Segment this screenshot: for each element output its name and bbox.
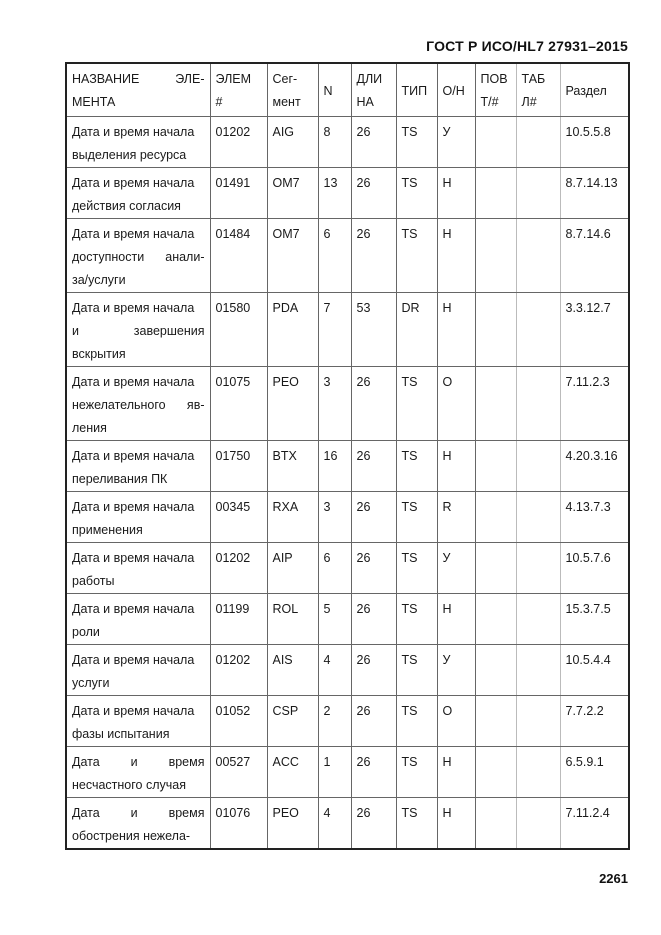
cell-seg: AIG	[267, 116, 318, 167]
cell-opt: Н	[437, 797, 475, 849]
cell-elem: 00527	[210, 746, 267, 797]
cell-n: 7	[318, 292, 351, 366]
cell-section: 8.7.14.6	[560, 218, 629, 292]
cell-name	[66, 440, 210, 491]
element-name-line: Дата и время начала	[72, 703, 195, 718]
cell-opt: У	[437, 644, 475, 695]
cell-len: 26	[351, 542, 396, 593]
column-header-label: Л#	[521, 95, 537, 109]
cell-seg: BTX	[267, 440, 318, 491]
column-header-label: Раздел	[565, 84, 607, 99]
table-row	[66, 292, 629, 366]
cell-tbl	[516, 542, 560, 593]
cell-n: 3	[318, 491, 351, 542]
cell-rep	[475, 746, 516, 797]
cell-type: TS	[396, 797, 437, 849]
cell-rep	[475, 167, 516, 218]
cell-section: 10.5.4.4	[560, 644, 629, 695]
cell-section: 8.7.14.13	[560, 167, 629, 218]
cell-elem: 01202	[210, 644, 267, 695]
cell-n: 5	[318, 593, 351, 644]
cell-seg: OM7	[267, 218, 318, 292]
cell-rep	[475, 292, 516, 366]
cell-n: 16	[318, 440, 351, 491]
cell-type: TS	[396, 218, 437, 292]
table-row	[66, 746, 629, 797]
column-header-label: N	[323, 84, 333, 99]
column-header-label: НАЗВАНИЕ ЭЛЕ-	[72, 72, 205, 86]
element-name-line: ления	[72, 420, 107, 435]
cell-section: 4.13.7.3	[560, 491, 629, 542]
cell-tbl	[516, 593, 560, 644]
element-name-line: несчастного случая	[72, 777, 186, 792]
cell-type: TS	[396, 593, 437, 644]
cell-opt: Н	[437, 440, 475, 491]
cell-rep	[475, 797, 516, 849]
cell-elem: 01484	[210, 218, 267, 292]
element-name-line: Дата и время начала	[72, 374, 195, 389]
cell-len: 53	[351, 292, 396, 366]
element-name-line: услуги	[72, 675, 110, 690]
column-header-section	[560, 63, 629, 116]
element-name-line: Дата и время начала	[72, 300, 195, 315]
cell-seg: PDA	[267, 292, 318, 366]
cell-seg: AIS	[267, 644, 318, 695]
column-header-rep	[475, 63, 516, 116]
table-row	[66, 366, 629, 440]
column-header-len	[351, 63, 396, 116]
element-name-line: Дата и время начала	[72, 550, 195, 565]
column-header-type	[396, 63, 437, 116]
cell-section: 7.11.2.4	[560, 797, 629, 849]
element-name-line: Дата и время начала	[72, 175, 195, 190]
cell-len: 26	[351, 366, 396, 440]
column-header-n	[318, 63, 351, 116]
document-header: ГОСТ Р ИСО/HL7 27931–2015	[426, 38, 628, 54]
cell-rep	[475, 644, 516, 695]
cell-rep	[475, 366, 516, 440]
column-header-label: ЭЛЕМ	[215, 72, 252, 86]
cell-type: TS	[396, 366, 437, 440]
column-header-label: #	[215, 95, 223, 109]
cell-tbl	[516, 167, 560, 218]
cell-seg: PEO	[267, 797, 318, 849]
element-name-line: Дата и время	[72, 805, 205, 820]
cell-elem: 00345	[210, 491, 267, 542]
cell-rep	[475, 542, 516, 593]
cell-rep	[475, 593, 516, 644]
table-row	[66, 491, 629, 542]
cell-type: TS	[396, 167, 437, 218]
cell-name	[66, 542, 210, 593]
cell-tbl	[516, 644, 560, 695]
table-row	[66, 797, 629, 849]
cell-elem: 01750	[210, 440, 267, 491]
cell-opt: О	[437, 695, 475, 746]
element-name-line: выделения ресурса	[72, 147, 187, 162]
table-row	[66, 167, 629, 218]
cell-type: TS	[396, 644, 437, 695]
cell-type: TS	[396, 116, 437, 167]
column-header-label: Сег-	[272, 72, 298, 86]
cell-opt: R	[437, 491, 475, 542]
cell-n: 3	[318, 366, 351, 440]
cell-section: 7.11.2.3	[560, 366, 629, 440]
cell-seg: AIP	[267, 542, 318, 593]
element-name-line: роли	[72, 624, 100, 639]
column-header-label: МЕНТА	[72, 95, 116, 109]
table-row	[66, 440, 629, 491]
cell-name	[66, 746, 210, 797]
cell-opt: О	[437, 366, 475, 440]
element-name-line: Дата и время	[72, 754, 205, 769]
cell-type: TS	[396, 491, 437, 542]
data-elements-table	[65, 62, 630, 850]
table-row	[66, 695, 629, 746]
cell-n: 4	[318, 644, 351, 695]
element-name-line: обострения нежела-	[72, 828, 191, 843]
cell-n: 2	[318, 695, 351, 746]
cell-len: 26	[351, 695, 396, 746]
cell-elem: 01202	[210, 542, 267, 593]
cell-seg: RXA	[267, 491, 318, 542]
cell-seg: PEO	[267, 366, 318, 440]
cell-elem: 01491	[210, 167, 267, 218]
cell-section: 10.5.7.6	[560, 542, 629, 593]
column-header-label: ДЛИ	[356, 72, 383, 86]
cell-section: 10.5.5.8	[560, 116, 629, 167]
column-header-label: ТИП	[401, 84, 428, 99]
cell-seg: ROL	[267, 593, 318, 644]
element-name-line: действия согласия	[72, 198, 181, 213]
cell-seg: OM7	[267, 167, 318, 218]
column-header-label: НА	[356, 95, 374, 109]
cell-len: 26	[351, 593, 396, 644]
cell-name	[66, 797, 210, 849]
cell-len: 26	[351, 440, 396, 491]
column-header-label: ТАБ	[521, 72, 546, 86]
cell-opt: У	[437, 542, 475, 593]
cell-type: TS	[396, 746, 437, 797]
cell-name	[66, 491, 210, 542]
cell-section: 6.5.9.1	[560, 746, 629, 797]
cell-section: 4.20.3.16	[560, 440, 629, 491]
table-row	[66, 218, 629, 292]
column-header-tbl	[516, 63, 560, 116]
cell-rep	[475, 440, 516, 491]
column-header-label: О/Н	[442, 84, 465, 99]
cell-name	[66, 366, 210, 440]
element-name-line: работы	[72, 573, 115, 588]
element-name-line: доступности анали-	[72, 249, 205, 264]
cell-type: DR	[396, 292, 437, 366]
cell-seg: ACC	[267, 746, 318, 797]
cell-name	[66, 292, 210, 366]
cell-elem: 01202	[210, 116, 267, 167]
cell-type: TS	[396, 695, 437, 746]
cell-tbl	[516, 292, 560, 366]
cell-elem: 01052	[210, 695, 267, 746]
cell-name	[66, 644, 210, 695]
column-header-name	[66, 63, 210, 116]
cell-tbl	[516, 366, 560, 440]
cell-opt: Н	[437, 292, 475, 366]
element-name-line: переливания ПК	[72, 471, 168, 486]
element-name-line: вскрытия	[72, 346, 126, 361]
cell-tbl	[516, 440, 560, 491]
column-header-elem	[210, 63, 267, 116]
element-name-line: и завершения	[72, 323, 205, 338]
cell-n: 1	[318, 746, 351, 797]
cell-tbl	[516, 797, 560, 849]
cell-opt: Н	[437, 167, 475, 218]
cell-name	[66, 695, 210, 746]
cell-len: 26	[351, 746, 396, 797]
cell-tbl	[516, 116, 560, 167]
cell-elem: 01076	[210, 797, 267, 849]
column-header-label: ПОВ	[480, 72, 508, 86]
cell-opt: Н	[437, 593, 475, 644]
cell-tbl	[516, 491, 560, 542]
column-header-label: мент	[272, 95, 301, 109]
cell-elem: 01075	[210, 366, 267, 440]
element-name-line: применения	[72, 522, 143, 537]
table-row	[66, 542, 629, 593]
cell-n: 6	[318, 542, 351, 593]
cell-type: TS	[396, 542, 437, 593]
page-number: 2261	[599, 871, 628, 886]
cell-elem: 01199	[210, 593, 267, 644]
table-row	[66, 644, 629, 695]
cell-len: 26	[351, 218, 396, 292]
cell-rep	[475, 218, 516, 292]
cell-section: 15.3.7.5	[560, 593, 629, 644]
element-name-line: Дата и время начала	[72, 226, 195, 241]
table-row	[66, 593, 629, 644]
cell-len: 26	[351, 644, 396, 695]
cell-n: 13	[318, 167, 351, 218]
cell-name	[66, 593, 210, 644]
cell-tbl	[516, 695, 560, 746]
element-name-line: Дата и время начала	[72, 499, 195, 514]
cell-opt: У	[437, 116, 475, 167]
element-name-line: Дата и время начала	[72, 601, 195, 616]
cell-opt: Н	[437, 218, 475, 292]
cell-seg: CSP	[267, 695, 318, 746]
cell-name	[66, 218, 210, 292]
element-name-line: Дата и время начала	[72, 124, 195, 139]
cell-n: 6	[318, 218, 351, 292]
cell-section: 3.3.12.7	[560, 292, 629, 366]
cell-tbl	[516, 218, 560, 292]
cell-name	[66, 167, 210, 218]
cell-section: 7.7.2.2	[560, 695, 629, 746]
cell-name	[66, 116, 210, 167]
table-row	[66, 116, 629, 167]
cell-type: TS	[396, 440, 437, 491]
cell-tbl	[516, 746, 560, 797]
element-name-line: Дата и время начала	[72, 448, 195, 463]
element-name-line: фазы испытания	[72, 726, 170, 741]
cell-len: 26	[351, 797, 396, 849]
column-header-opt	[437, 63, 475, 116]
element-name-line: нежелательного яв-	[72, 397, 205, 412]
cell-rep	[475, 116, 516, 167]
cell-len: 26	[351, 167, 396, 218]
cell-n: 8	[318, 116, 351, 167]
element-name-line: за/услуги	[72, 272, 126, 287]
cell-rep	[475, 491, 516, 542]
cell-rep	[475, 695, 516, 746]
cell-len: 26	[351, 116, 396, 167]
table-header-row	[66, 63, 629, 116]
cell-n: 4	[318, 797, 351, 849]
element-name-line: Дата и время начала	[72, 652, 195, 667]
column-header-seg	[267, 63, 318, 116]
cell-elem: 01580	[210, 292, 267, 366]
cell-opt: Н	[437, 746, 475, 797]
column-header-label: Т/#	[480, 95, 499, 109]
cell-len: 26	[351, 491, 396, 542]
